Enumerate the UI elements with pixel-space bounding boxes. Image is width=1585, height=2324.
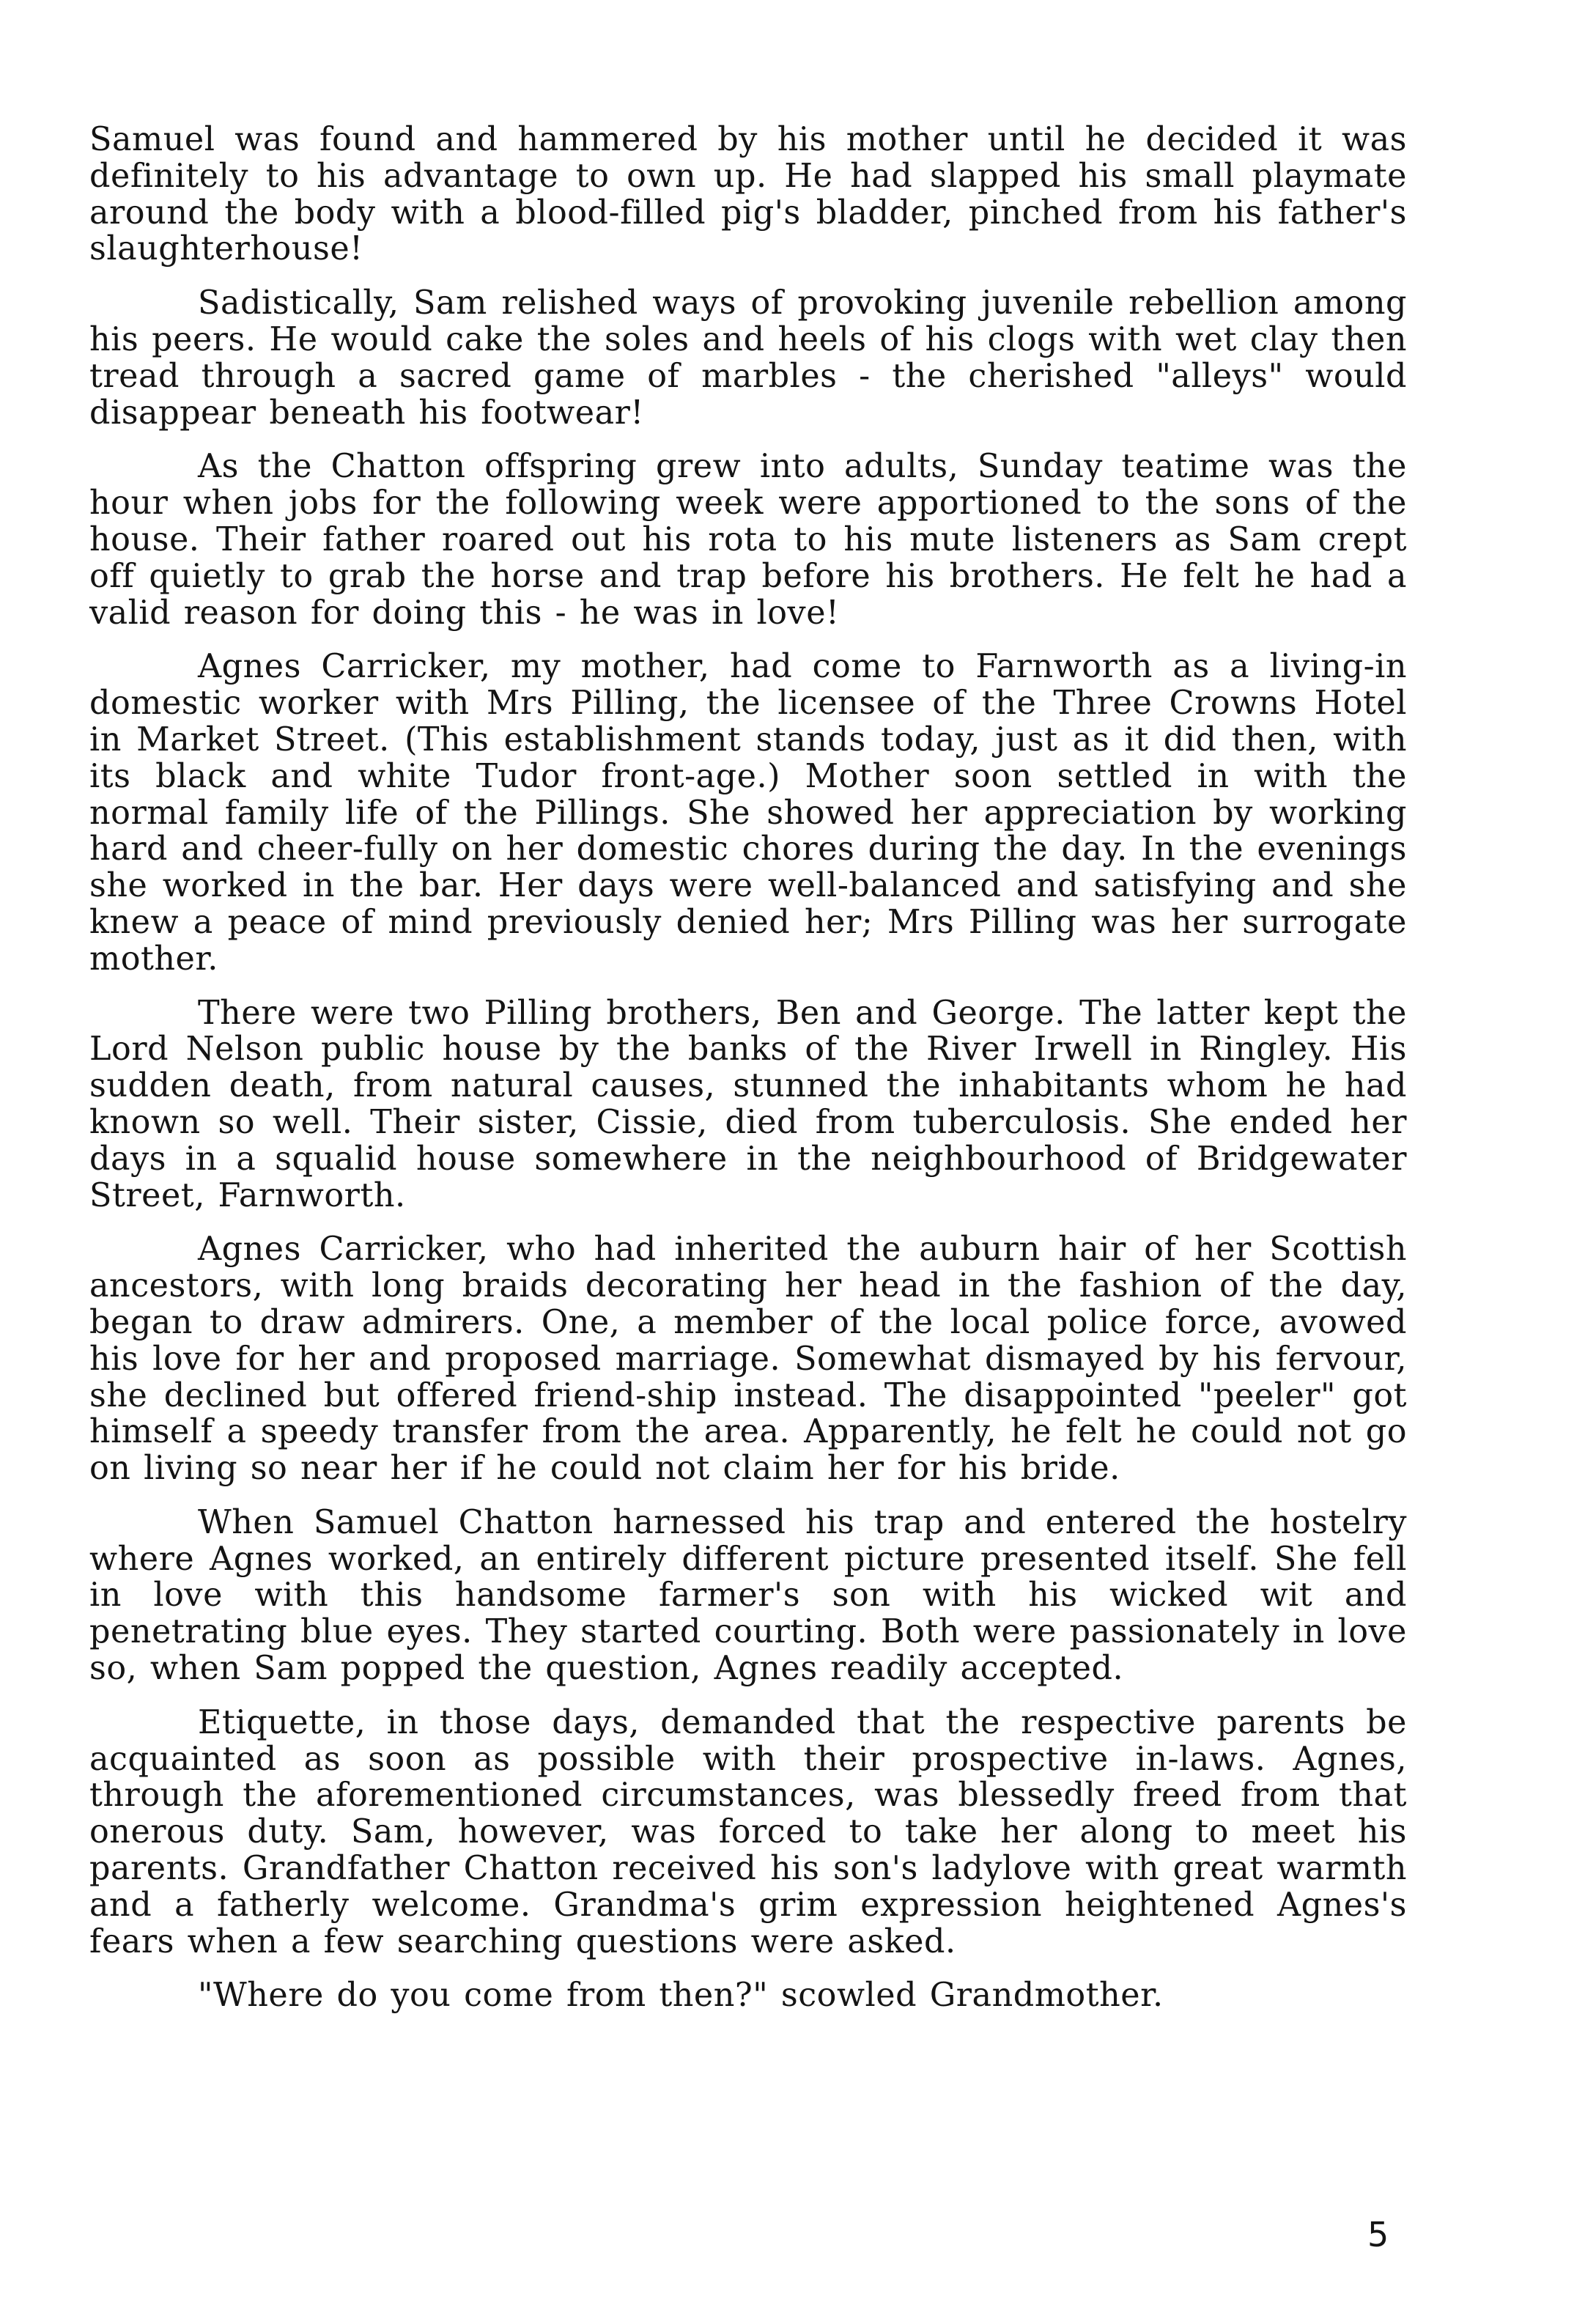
paragraph-5: There were two Pilling brothers, Ben and George. The latter kept the Lord Nelson public house by the banks of the River Irwell in Ringley. His sudden death, from natural causes, stunned the inhabitants whom he had known so well. Their sister, Cissie, died from tuberculosis. She ended her days in a squalid house somewhere in the neighbourhood of Bridgewater Street, Farnworth.: [89, 994, 1407, 1214]
paragraph-3: As the Chatton offspring grew into adults, Sunday teatime was the hour when jobs for the following week were apportioned to the sons of the house. Their father roared out his rota to his mute listeners as Sam crept off quietly to grab the horse and trap before his brothers. He felt he had a valid reason for doing this - he was in love!: [89, 448, 1407, 632]
paragraph-2: Sadistically, Sam relished ways of provoking juvenile rebellion among his peers. He would cake the soles and heels of his clogs with wet clay then tread through a sacred game of marbles - the cherished "alleys" would disappear beneath his footwear!: [89, 284, 1407, 432]
paragraph-8: Etiquette, in those days, demanded that the respective parents be acquainted as soon as possible with their prospective in-laws. Agnes, through the aforementioned circumstances, was blessedly freed from that onerous duty. Sam, however, was forced to take her along to meet his parents. Grandfather Chatton received his son's ladylove with great warmth and a fatherly welcome. Grandma's grim expression heightened Agnes's fears when a few searching questions were asked.: [89, 1703, 1407, 1960]
paragraph-6: Agnes Carricker, who had inherited the auburn hair of her Scottish ancestors, with long braids decorating her head in the fashion of the day, began to draw admirers. One, a member of the local police force, avowed his love for her and proposed marriage. Somewhat dismayed by his fervour, she declined but offered friend-ship instead. The disappointed "peeler" got himself a speedy transfer from the area. Apparently, he felt he could not go on living so near her if he could not claim her for his bride.: [89, 1231, 1407, 1488]
paragraph-7: When Samuel Chatton harnessed his trap and entered the hostelry where Agnes worked, an entirely different picture presented itself. She fell in love with this handsome farmer's son with his wicked wit and penetrating blue eyes. They started courting. Both were passionately in love so, when Sam popped the question, Agnes readily accepted.: [89, 1503, 1407, 1688]
paragraph-9: "Where do you come from then?" scowled Grandmother.: [198, 1977, 1164, 2015]
body-text: [89, 122, 1407, 2032]
page-number: 5: [1367, 2215, 1389, 2254]
paragraph-4: Agnes Carricker, my mother, had come to Farnworth as a living-in domestic worker with Mrs Pilling, the licensee of the Three Crowns Hotel in Market Street. (This establishment stands today, just as it did then, with its black and white Tudor front-age.) Mother soon settled in with the normal family life of the Pillings. She showed her appreciation by working hard and cheer-fully on her domestic chores during the day. In the evenings she worked in the bar. Her days were well-balanced and satisfying and she knew a peace of mind previously denied her; Mrs Pilling was her surrogate mother.: [89, 648, 1407, 978]
paragraph-1: Samuel was found and hammered by his mother until he decided it was definitely to his advantage to own up. He had slapped his small playmate around the body with a blood-filled pig's bladder, pinched from his father's slaughterhouse!: [89, 121, 1407, 268]
